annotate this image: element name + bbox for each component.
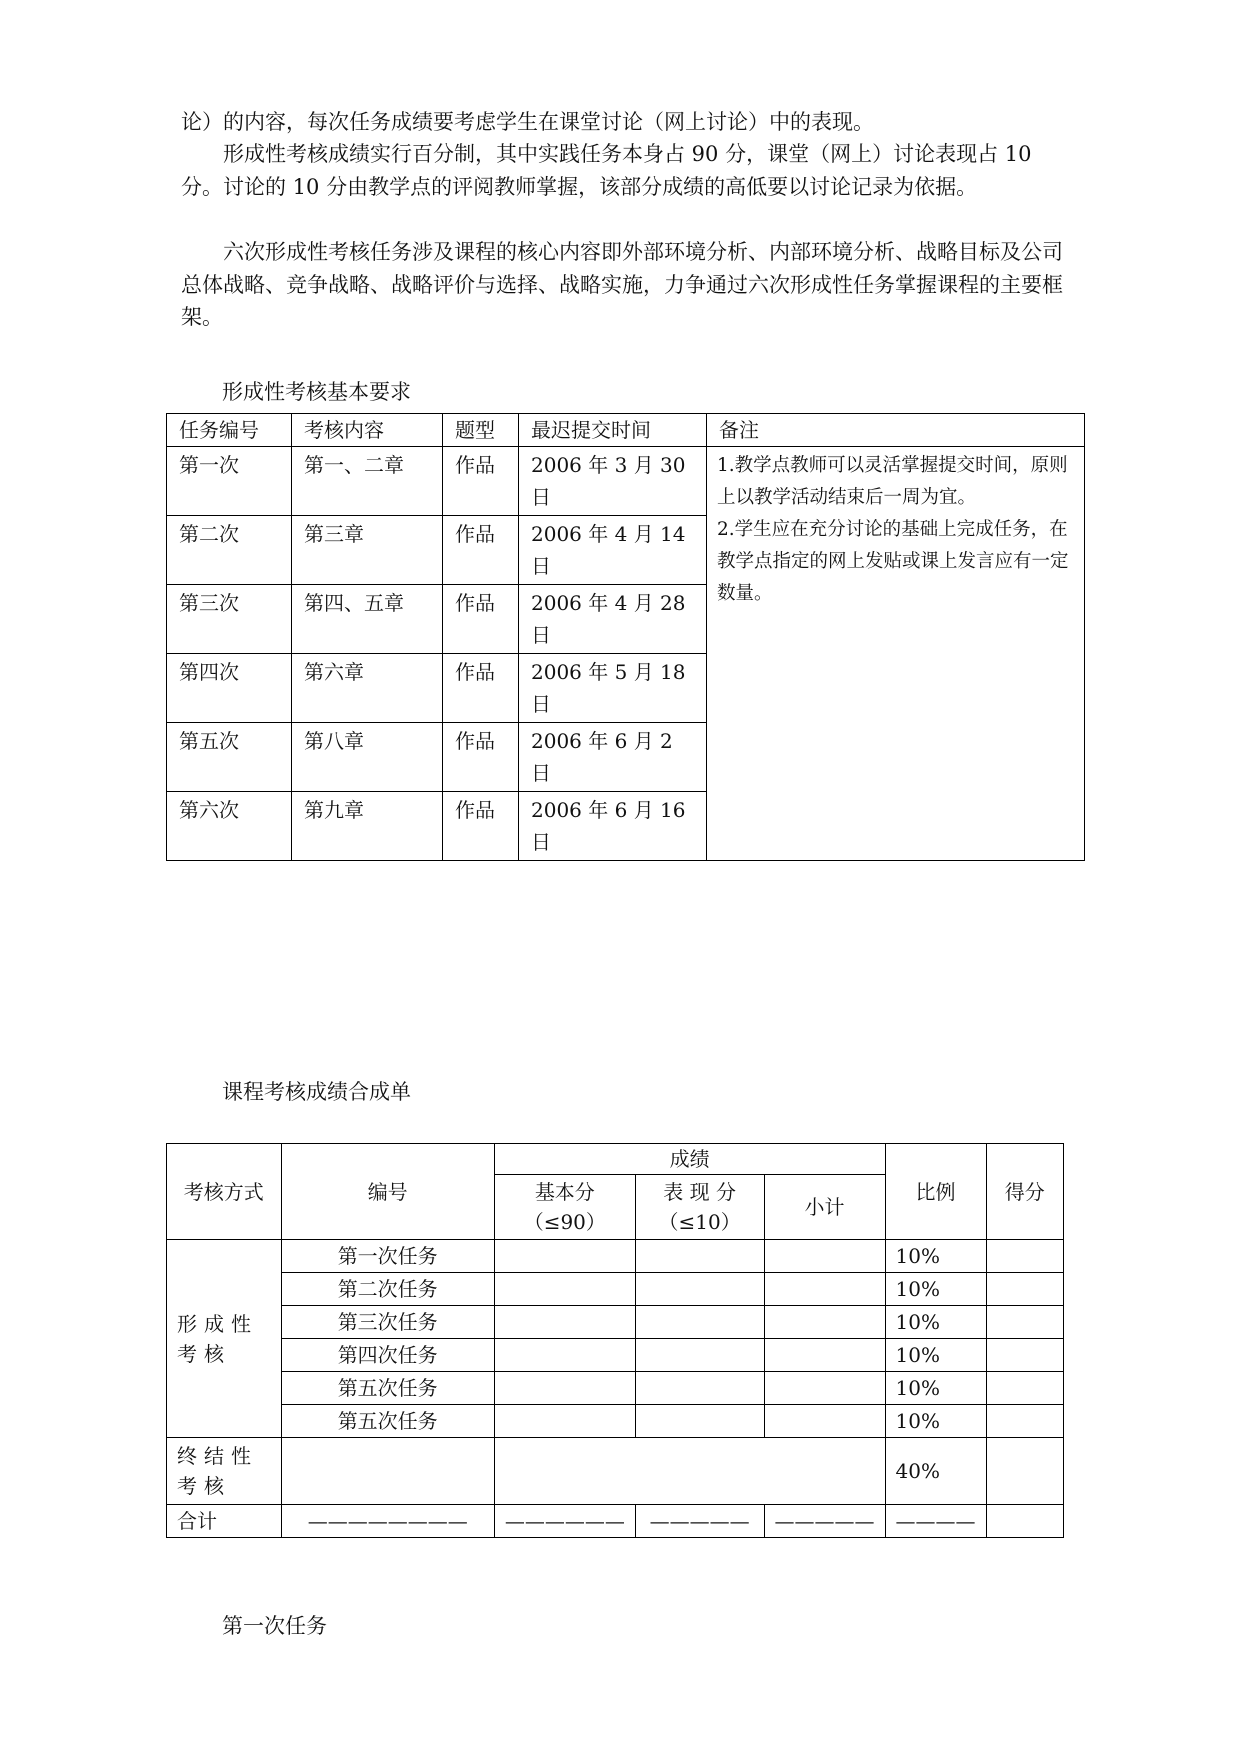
got-cell (986, 1505, 1063, 1538)
performance-cell (635, 1273, 764, 1306)
header-subtotal: 小计 (764, 1175, 885, 1240)
task-number: 第四次 (167, 654, 292, 723)
total-dash: —————— (494, 1505, 635, 1538)
basic-cell (494, 1372, 635, 1405)
header-number: 编号 (281, 1144, 494, 1240)
performance-cell (635, 1240, 764, 1273)
table1-caption: 形成性考核基本要求 (222, 380, 411, 404)
task-name: 第四次任务 (281, 1339, 494, 1372)
subtotal-cell (764, 1273, 885, 1306)
basic-cell (494, 1405, 635, 1438)
table-header-row (167, 1144, 1064, 1175)
basic-cell (494, 1306, 635, 1339)
task-deadline: 2006 年 4 月 14 日 (519, 516, 707, 585)
got-cell (986, 1405, 1063, 1438)
task-number: 第二次 (167, 516, 292, 585)
task-content: 第一、二章 (292, 447, 443, 516)
task-number: 第五次 (167, 723, 292, 792)
table-row (167, 1273, 1064, 1306)
got-cell (986, 1273, 1063, 1306)
subtotal-cell (764, 1240, 885, 1273)
task-name: 第五次任务 (281, 1405, 494, 1438)
task-name: 第五次任务 (281, 1372, 494, 1405)
table-row (167, 1438, 1064, 1505)
table-total-row (167, 1505, 1064, 1538)
notes-cell (707, 447, 1085, 861)
ratio-cell: 10% (885, 1372, 986, 1405)
table-row (167, 1339, 1064, 1372)
formative-label: 形成性考核 (167, 1240, 282, 1438)
table-row (167, 447, 1085, 516)
header-performance-label: 表 现 分 (663, 1180, 737, 1204)
table-row (167, 1240, 1064, 1273)
subtotal-cell (764, 1372, 885, 1405)
paragraph-task-scope: 六次形成性考核任务涉及课程的核心内容即外部环境分析、内部环境分析、战略目标及公司总体战略、竞争战略、战略评价与选择、战略实施，力争通过六次形成性任务掌握课程的主要框架。 (181, 240, 1063, 329)
task-type: 作品 (443, 585, 519, 654)
ratio-cell: 10% (885, 1405, 986, 1438)
task-type: 作品 (443, 723, 519, 792)
ratio-cell: 40% (885, 1438, 986, 1505)
got-cell (986, 1240, 1063, 1273)
paragraph-scoring: 形成性考核成绩实行百分制，其中实践任务本身占 90 分，课堂（网上）讨论表现占 10 分。讨论的 10 分由教学点的评阅教师掌握，该部分成绩的高低要以讨论记录为依据。 (181, 142, 1032, 199)
header-content: 考核内容 (292, 414, 443, 447)
task-deadline: 2006 年 3 月 30 日 (519, 447, 707, 516)
header-notes: 备注 (707, 414, 1085, 447)
task-number: 第三次 (167, 585, 292, 654)
task-deadline: 2006 年 5 月 18 日 (519, 654, 707, 723)
task-name: 第二次任务 (281, 1273, 494, 1306)
total-dash: ————— (764, 1505, 885, 1538)
basic-cell (494, 1339, 635, 1372)
total-dash: ———— (885, 1505, 986, 1538)
summative-label: 终结性考核 (167, 1438, 282, 1505)
task-content: 第六章 (292, 654, 443, 723)
total-dash: ———————— (281, 1505, 494, 1538)
task-content: 第八章 (292, 723, 443, 792)
header-type: 题型 (443, 414, 519, 447)
paragraph-continuation: 论）的内容，每次任务成绩要考虑学生在课堂讨论（网上讨论）中的表现。 (181, 110, 874, 134)
got-cell (986, 1438, 1063, 1505)
table-row (167, 1405, 1064, 1438)
header-ratio: 比例 (885, 1144, 986, 1240)
performance-cell (635, 1405, 764, 1438)
grade-composition-table (166, 1143, 1064, 1538)
header-method: 考核方式 (167, 1144, 282, 1240)
summative-score-cell (494, 1438, 885, 1505)
header-basic-range: （≤90） (523, 1210, 606, 1234)
note-1: 1.教学点教师可以灵活掌握提交时间，原则上以教学活动结束后一周为宜。 (717, 455, 1068, 508)
table-row (167, 1306, 1064, 1339)
section-heading: 第一次任务 (222, 1614, 327, 1638)
subtotal-cell (764, 1339, 885, 1372)
task-content: 第四、五章 (292, 585, 443, 654)
got-cell (986, 1306, 1063, 1339)
note-2: 2.学生应在充分讨论的基础上完成任务，在教学点指定的网上发贴或课上发言应有一定数量。 (717, 519, 1069, 604)
header-deadline: 最迟提交时间 (519, 414, 707, 447)
task-type: 作品 (443, 654, 519, 723)
task-number: 第一次 (167, 447, 292, 516)
task-deadline: 2006 年 4 月 28 日 (519, 585, 707, 654)
ratio-cell: 10% (885, 1306, 986, 1339)
header-performance (635, 1175, 764, 1240)
task-content: 第九章 (292, 792, 443, 861)
table-header-row (167, 414, 1085, 447)
table-row (167, 1372, 1064, 1405)
got-cell (986, 1372, 1063, 1405)
header-task-number: 任务编号 (167, 414, 292, 447)
summative-number-cell (281, 1438, 494, 1505)
got-cell (986, 1339, 1063, 1372)
total-dash: ————— (635, 1505, 764, 1538)
requirements-table (166, 413, 1085, 861)
performance-cell (635, 1306, 764, 1339)
performance-cell (635, 1372, 764, 1405)
task-name: 第一次任务 (281, 1240, 494, 1273)
performance-cell (635, 1339, 764, 1372)
task-type: 作品 (443, 516, 519, 585)
task-type: 作品 (443, 792, 519, 861)
basic-cell (494, 1273, 635, 1306)
header-basic-label: 基本分 (534, 1180, 595, 1204)
ratio-cell: 10% (885, 1240, 986, 1273)
header-basic (494, 1175, 635, 1240)
subtotal-cell (764, 1405, 885, 1438)
ratio-cell: 10% (885, 1339, 986, 1372)
task-name: 第三次任务 (281, 1306, 494, 1339)
task-type: 作品 (443, 447, 519, 516)
task-deadline: 2006 年 6 月 2 日 (519, 723, 707, 792)
header-got: 得分 (986, 1144, 1063, 1240)
ratio-cell: 10% (885, 1273, 986, 1306)
total-label: 合计 (167, 1505, 282, 1538)
subtotal-cell (764, 1306, 885, 1339)
task-content: 第三章 (292, 516, 443, 585)
header-performance-range: （≤10） (658, 1210, 741, 1234)
basic-cell (494, 1240, 635, 1273)
task-deadline: 2006 年 6 月 16 日 (519, 792, 707, 861)
task-number: 第六次 (167, 792, 292, 861)
table2-caption: 课程考核成绩合成单 (222, 1080, 411, 1104)
header-score: 成绩 (494, 1144, 885, 1175)
